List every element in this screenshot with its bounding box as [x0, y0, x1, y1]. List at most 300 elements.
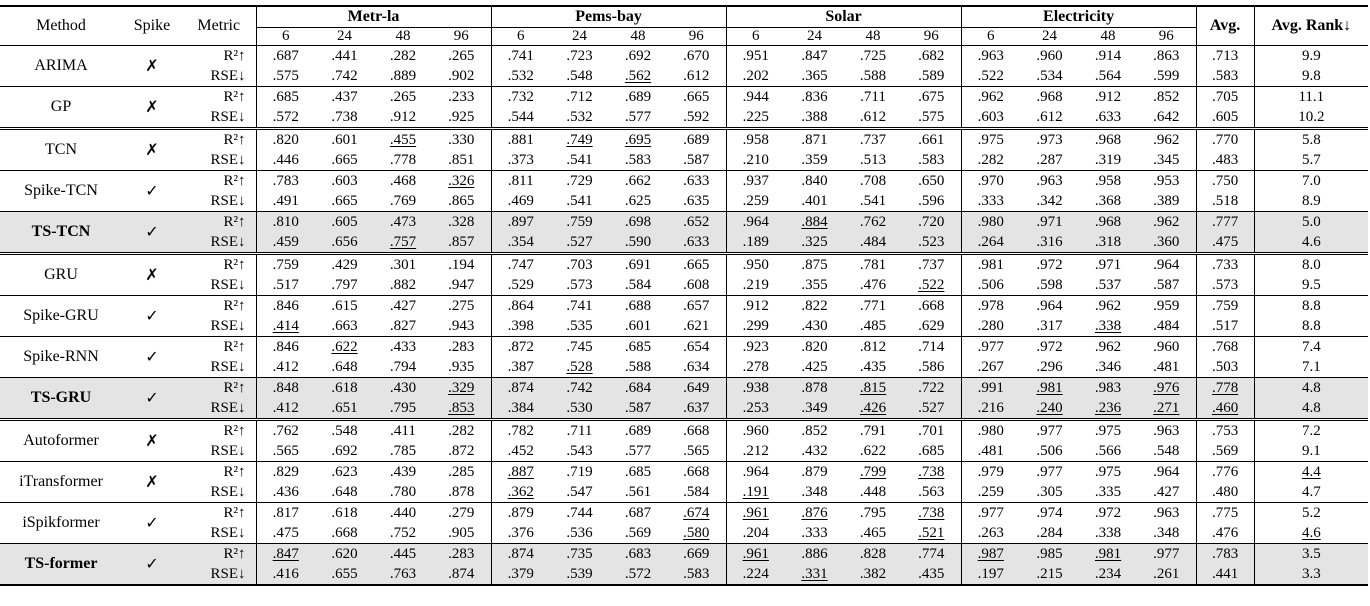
value-cell: .325 — [785, 232, 844, 254]
value-cell: .863 — [1153, 48, 1180, 64]
value-cell: .769 — [389, 193, 417, 209]
value-cell: .752 — [389, 525, 417, 541]
value-cell: .975 — [961, 129, 1020, 151]
metric-label: RSE↓ — [182, 564, 256, 585]
value-cell: .749 — [550, 129, 609, 151]
value-cell: .848 — [256, 378, 315, 399]
value-cell: .388 — [801, 109, 828, 125]
value-cell: .972 — [1020, 254, 1079, 276]
value-cell: .648 — [331, 359, 358, 375]
value-cell: .376 — [491, 523, 550, 544]
value-cell: .983 — [1079, 378, 1137, 399]
value-cell: .481 — [961, 441, 1020, 462]
value-cell: .953 — [1137, 171, 1196, 192]
horizon-header: 48 — [609, 28, 667, 46]
value-cell: .828 — [844, 544, 902, 565]
value-cell: .430 — [801, 318, 828, 334]
value-cell: .744 — [550, 503, 609, 524]
table-row — [0, 357, 1368, 378]
metric-label: R²↑ — [182, 171, 256, 192]
value-cell: .328 — [432, 212, 491, 233]
value-cell: .665 — [331, 193, 358, 209]
value-cell: .436 — [256, 482, 315, 503]
value-cell: .878 — [448, 484, 475, 500]
value-cell: .737 — [902, 254, 961, 276]
cross-mark-icon: ✗ — [145, 56, 159, 75]
value-cell: .778 — [389, 152, 417, 168]
value-cell: .950 — [726, 254, 785, 276]
avg-rank-cell: 4.4 — [1254, 462, 1368, 483]
value-cell: .669 — [667, 544, 726, 565]
value-cell: .732 — [491, 87, 550, 108]
value-cell: .426 — [844, 398, 902, 420]
value-cell: .962 — [1137, 129, 1196, 151]
check-mark-icon: ✓ — [122, 337, 182, 378]
value-cell: .633 — [667, 171, 726, 192]
value-cell: .359 — [801, 152, 828, 168]
avg-rank-cell: 7.4 — [1254, 337, 1368, 358]
value-cell: .523 — [902, 232, 961, 254]
avg-rank-cell: 5.2 — [1254, 503, 1368, 524]
value-cell: .654 — [667, 337, 726, 358]
avg-rank-cell: 3.3 — [1254, 564, 1368, 585]
value-cell: .964 — [726, 212, 785, 233]
value-cell: .738 — [902, 503, 961, 524]
value-cell: .960 — [1036, 48, 1063, 64]
table-row — [0, 378, 1368, 399]
value-cell: .657 — [667, 296, 726, 317]
horizon-header: 24 — [785, 28, 844, 46]
value-cell: .259 — [961, 482, 1020, 503]
value-cell: .318 — [1079, 232, 1137, 254]
value-cell: .601 — [624, 318, 652, 334]
value-cell: .275 — [432, 296, 491, 317]
avg-cell: .518 — [1196, 191, 1254, 212]
value-cell: .382 — [844, 564, 902, 585]
metric-label: R²↑ — [182, 420, 256, 442]
metric-label: R²↑ — [182, 254, 256, 276]
cross-mark-icon: ✗ — [122, 462, 182, 503]
value-cell: .648 — [331, 484, 358, 500]
value-cell: .527 — [550, 232, 609, 254]
horizon-header: 6 — [256, 28, 315, 46]
value-cell: .943 — [448, 318, 475, 334]
value-cell: .354 — [491, 232, 550, 254]
value-cell: .588 — [859, 68, 887, 84]
value-cell: .491 — [256, 191, 315, 212]
value-cell: .723 — [566, 48, 593, 64]
value-cell: .981 — [1020, 378, 1079, 399]
horizon-header: 6 — [491, 28, 550, 46]
value-cell: .435 — [859, 359, 887, 375]
table-row — [0, 254, 1368, 276]
value-cell: .625 — [624, 193, 652, 209]
value-cell: .712 — [550, 87, 609, 108]
value-cell: .637 — [667, 398, 726, 420]
value-cell: .785 — [389, 443, 417, 459]
value-cell: .853 — [432, 398, 491, 420]
value-cell: .189 — [726, 232, 785, 254]
value-cell: .703 — [550, 254, 609, 276]
value-cell: .338 — [1094, 525, 1122, 541]
check-mark-icon: ✓ — [122, 212, 182, 254]
metric-label: R²↑ — [182, 296, 256, 317]
avg-rank-cell: 9.8 — [1254, 66, 1368, 87]
value-cell: .662 — [609, 171, 667, 192]
value-cell: .319 — [1094, 152, 1122, 168]
table-row — [0, 316, 1368, 337]
avg-rank-cell: 4.6 — [1254, 523, 1368, 544]
value-cell: .603 — [961, 107, 1020, 129]
cross-mark-icon: ✗ — [122, 254, 182, 296]
value-cell: .267 — [961, 357, 1020, 378]
method-name: iTransformer — [0, 462, 122, 503]
avg-cell: .583 — [1196, 66, 1254, 87]
value-cell: .846 — [256, 296, 315, 317]
value-cell: .737 — [844, 129, 902, 151]
table-row — [0, 523, 1368, 544]
horizon-header: 96 — [432, 28, 491, 46]
value-cell: .944 — [726, 87, 785, 108]
value-cell: .194 — [432, 254, 491, 276]
method-name: Spike-RNN — [0, 337, 122, 378]
value-cell: .902 — [448, 68, 475, 84]
value-cell: .282 — [432, 420, 491, 442]
value-cell: .544 — [491, 107, 550, 129]
avg-cell: .476 — [1196, 523, 1254, 544]
avg-rank-cell: 9.1 — [1254, 441, 1368, 462]
value-cell: .973 — [1020, 129, 1079, 151]
value-cell: .738 — [331, 109, 358, 125]
value-cell: .529 — [491, 275, 550, 296]
value-cell: .605 — [315, 212, 374, 233]
table-row — [0, 87, 1368, 108]
table-row — [0, 482, 1368, 503]
value-cell: .612 — [859, 109, 887, 125]
value-cell: .618 — [315, 503, 374, 524]
value-cell: .846 — [256, 337, 315, 358]
horizon-header: 96 — [667, 28, 726, 46]
value-cell: .887 — [491, 462, 550, 483]
value-cell: .829 — [256, 462, 315, 483]
value-cell: .633 — [1094, 109, 1122, 125]
value-cell: .305 — [1036, 484, 1063, 500]
table-row — [0, 337, 1368, 358]
value-cell: .661 — [902, 129, 961, 151]
avg-rank-cell: 5.0 — [1254, 212, 1368, 233]
value-cell: .548 — [315, 420, 374, 442]
col-header-spike: Spike — [122, 6, 182, 46]
value-cell: .601 — [315, 129, 374, 151]
value-cell: .960 — [726, 420, 785, 442]
value-cell: .368 — [1094, 193, 1122, 209]
value-cell: .317 — [1036, 318, 1063, 334]
method-name: ARIMA — [34, 57, 88, 74]
value-cell: .401 — [801, 193, 828, 209]
value-cell: .283 — [432, 337, 491, 358]
value-cell: .650 — [902, 171, 961, 192]
value-cell: .905 — [448, 525, 475, 541]
horizon-header: 48 — [1079, 28, 1137, 46]
avg-rank-cell: 8.8 — [1254, 316, 1368, 337]
value-cell: .566 — [1094, 443, 1122, 459]
value-cell: .427 — [1153, 484, 1180, 500]
avg-rank-cell: 7.0 — [1254, 171, 1368, 192]
value-cell: .874 — [491, 378, 550, 399]
avg-rank-cell: 8.8 — [1254, 296, 1368, 317]
value-cell: .881 — [491, 129, 550, 151]
value-cell: .233 — [432, 87, 491, 108]
value-cell: .412 — [256, 357, 315, 378]
value-cell: .565 — [683, 443, 710, 459]
value-cell: .962 — [1079, 337, 1137, 358]
value-cell: .506 — [1036, 443, 1063, 459]
value-cell: .685 — [609, 337, 667, 358]
value-cell: .968 — [1079, 212, 1137, 233]
method-name: Spike-GRU — [0, 296, 122, 337]
value-cell: .565 — [256, 441, 315, 462]
value-cell: .722 — [902, 378, 961, 399]
value-cell: .875 — [785, 254, 844, 276]
metric-label: RSE↓ — [210, 68, 246, 84]
value-cell: .437 — [315, 87, 374, 108]
value-cell: .541 — [566, 193, 593, 209]
horizon-header: 24 — [550, 28, 609, 46]
value-cell: .968 — [1020, 87, 1079, 108]
value-cell: .771 — [844, 296, 902, 317]
value-cell: .348 — [801, 484, 828, 500]
value-cell: .387 — [491, 357, 550, 378]
value-cell: .651 — [315, 398, 374, 420]
table-row — [0, 275, 1368, 296]
value-cell: .815 — [844, 378, 902, 399]
check-mark-icon: ✓ — [122, 296, 182, 337]
value-cell: .215 — [1020, 564, 1079, 585]
value-cell: .236 — [1079, 398, 1137, 420]
value-cell: .620 — [315, 544, 374, 565]
value-cell: .202 — [726, 66, 785, 87]
value-cell: .762 — [256, 420, 315, 442]
horizon-header: 24 — [1020, 28, 1079, 46]
metric-label: RSE↓ — [210, 484, 246, 500]
avg-cell: .753 — [1196, 420, 1254, 442]
value-cell: .225 — [726, 107, 785, 129]
value-cell: .561 — [624, 484, 652, 500]
value-cell: .729 — [550, 171, 609, 192]
value-cell: .795 — [374, 398, 432, 420]
value-cell: .191 — [726, 482, 785, 503]
value-cell: .541 — [566, 152, 593, 168]
value-cell: .691 — [609, 254, 667, 276]
value-cell: .572 — [256, 107, 315, 129]
value-cell: .548 — [566, 68, 593, 84]
value-cell: .708 — [844, 171, 902, 192]
avg-rank-cell: 3.5 — [1254, 544, 1368, 565]
table-row — [0, 150, 1368, 171]
value-cell: .980 — [961, 420, 1020, 442]
value-cell: .481 — [1153, 359, 1180, 375]
value-cell: .622 — [859, 443, 887, 459]
avg-cell: .573 — [1196, 275, 1254, 296]
value-cell: .475 — [256, 523, 315, 544]
col-header-avg: Avg. — [1196, 6, 1254, 46]
value-cell: .963 — [961, 46, 1020, 67]
avg-cell: .777 — [1196, 212, 1254, 233]
value-cell: .204 — [726, 523, 785, 544]
value-cell: .429 — [315, 254, 374, 276]
value-cell: .425 — [801, 359, 828, 375]
value-cell: .977 — [1137, 544, 1196, 565]
value-cell: .872 — [491, 337, 550, 358]
table-header — [0, 6, 1368, 46]
value-cell: .836 — [785, 87, 844, 108]
value-cell: .810 — [256, 212, 315, 233]
metric-label: R²↑ — [223, 48, 246, 64]
table-row — [0, 107, 1368, 129]
value-cell: .379 — [491, 564, 550, 585]
value-cell: .534 — [1036, 68, 1063, 84]
value-cell: .791 — [844, 420, 902, 442]
value-cell: .742 — [331, 68, 358, 84]
value-cell: .878 — [785, 378, 844, 399]
check-mark-icon: ✓ — [122, 544, 182, 586]
table-row — [0, 212, 1368, 233]
value-cell: .219 — [726, 275, 785, 296]
value-cell: .985 — [1020, 544, 1079, 565]
table-row — [0, 462, 1368, 483]
value-cell: .476 — [859, 277, 887, 293]
avg-cell: .605 — [1196, 107, 1254, 129]
metric-label: RSE↓ — [210, 277, 246, 293]
value-cell: .299 — [726, 316, 785, 337]
value-cell: .216 — [961, 398, 1020, 420]
value-cell: .879 — [785, 462, 844, 483]
value-cell: .384 — [491, 398, 550, 420]
value-cell: .326 — [432, 171, 491, 192]
col-header-method: Method — [0, 6, 122, 46]
value-cell: .569 — [624, 525, 652, 541]
value-cell: .674 — [667, 503, 726, 524]
value-cell: .847 — [801, 48, 828, 64]
table-row — [0, 171, 1368, 192]
value-cell: .240 — [1020, 398, 1079, 420]
value-cell: .349 — [785, 398, 844, 420]
table-row — [0, 441, 1368, 462]
value-cell: .720 — [902, 212, 961, 233]
value-cell: .360 — [1137, 232, 1196, 254]
cross-mark-icon: ✗ — [122, 129, 182, 171]
value-cell: .876 — [785, 503, 844, 524]
value-cell: .852 — [785, 420, 844, 442]
value-cell: .634 — [683, 359, 710, 375]
group-header-solar: Solar — [726, 6, 961, 28]
avg-rank-cell: 8.0 — [1254, 254, 1368, 276]
value-cell: .689 — [667, 129, 726, 151]
value-cell: .759 — [256, 254, 315, 276]
value-cell: .714 — [902, 337, 961, 358]
value-cell: .695 — [609, 129, 667, 151]
value-cell: .564 — [1094, 68, 1122, 84]
value-cell: .389 — [1153, 193, 1180, 209]
check-mark-icon: ✓ — [122, 503, 182, 544]
value-cell: .780 — [389, 484, 417, 500]
value-cell: .976 — [1137, 378, 1196, 399]
value-cell: .670 — [683, 48, 710, 64]
value-cell: .440 — [374, 503, 432, 524]
value-cell: .517 — [256, 275, 315, 296]
value-cell: .287 — [1036, 152, 1063, 168]
value-cell: .656 — [315, 232, 374, 254]
value-cell: .622 — [315, 337, 374, 358]
value-cell: .735 — [550, 544, 609, 565]
value-cell: .968 — [1079, 129, 1137, 151]
value-cell: .912 — [726, 296, 785, 317]
value-cell: .783 — [256, 171, 315, 192]
cross-mark-icon: ✗ — [122, 87, 182, 129]
value-cell: .572 — [609, 564, 667, 585]
metric-label: RSE↓ — [210, 152, 246, 168]
avg-cell: .733 — [1196, 254, 1254, 276]
value-cell: .433 — [374, 337, 432, 358]
value-cell: .668 — [331, 525, 358, 541]
value-cell: .759 — [550, 212, 609, 233]
value-cell: .840 — [785, 171, 844, 192]
value-cell: .301 — [374, 254, 432, 276]
value-cell: .473 — [374, 212, 432, 233]
value-cell: .210 — [726, 150, 785, 171]
table-row — [0, 232, 1368, 254]
value-cell: .346 — [1094, 359, 1122, 375]
value-cell: .872 — [448, 443, 475, 459]
avg-cell: .569 — [1196, 441, 1254, 462]
avg-rank-cell: 7.2 — [1254, 420, 1368, 442]
check-mark-icon: ✓ — [122, 378, 182, 420]
value-cell: .991 — [961, 378, 1020, 399]
value-cell: .580 — [683, 525, 710, 541]
value-cell: .427 — [374, 296, 432, 317]
value-cell: .964 — [726, 462, 785, 483]
avg-rank-cell: 8.9 — [1254, 191, 1368, 212]
value-cell: .584 — [683, 484, 710, 500]
value-cell: .857 — [432, 232, 491, 254]
table-row — [0, 191, 1368, 212]
metric-label: RSE↓ — [182, 398, 256, 420]
value-cell: .282 — [961, 150, 1020, 171]
value-cell: .799 — [844, 462, 902, 483]
value-cell: .742 — [550, 378, 609, 399]
value-cell: .874 — [432, 564, 491, 585]
value-cell: .271 — [1137, 398, 1196, 420]
value-cell: .698 — [609, 212, 667, 233]
method-name: GRU — [0, 254, 122, 296]
value-cell: .774 — [902, 544, 961, 565]
value-cell: .879 — [491, 503, 550, 524]
value-cell: .412 — [256, 398, 315, 420]
value-cell: .912 — [389, 109, 417, 125]
avg-cell: .778 — [1196, 378, 1254, 399]
value-cell: .333 — [961, 191, 1020, 212]
value-cell: .782 — [491, 420, 550, 442]
horizon-header: 24 — [315, 28, 374, 46]
table-row — [0, 398, 1368, 420]
value-cell: .971 — [1079, 254, 1137, 276]
value-cell: .599 — [1153, 68, 1180, 84]
table-row — [0, 296, 1368, 317]
value-cell: .373 — [491, 150, 550, 171]
value-cell: .513 — [859, 152, 887, 168]
value-cell: .685 — [256, 87, 315, 108]
avg-cell: .460 — [1196, 398, 1254, 420]
